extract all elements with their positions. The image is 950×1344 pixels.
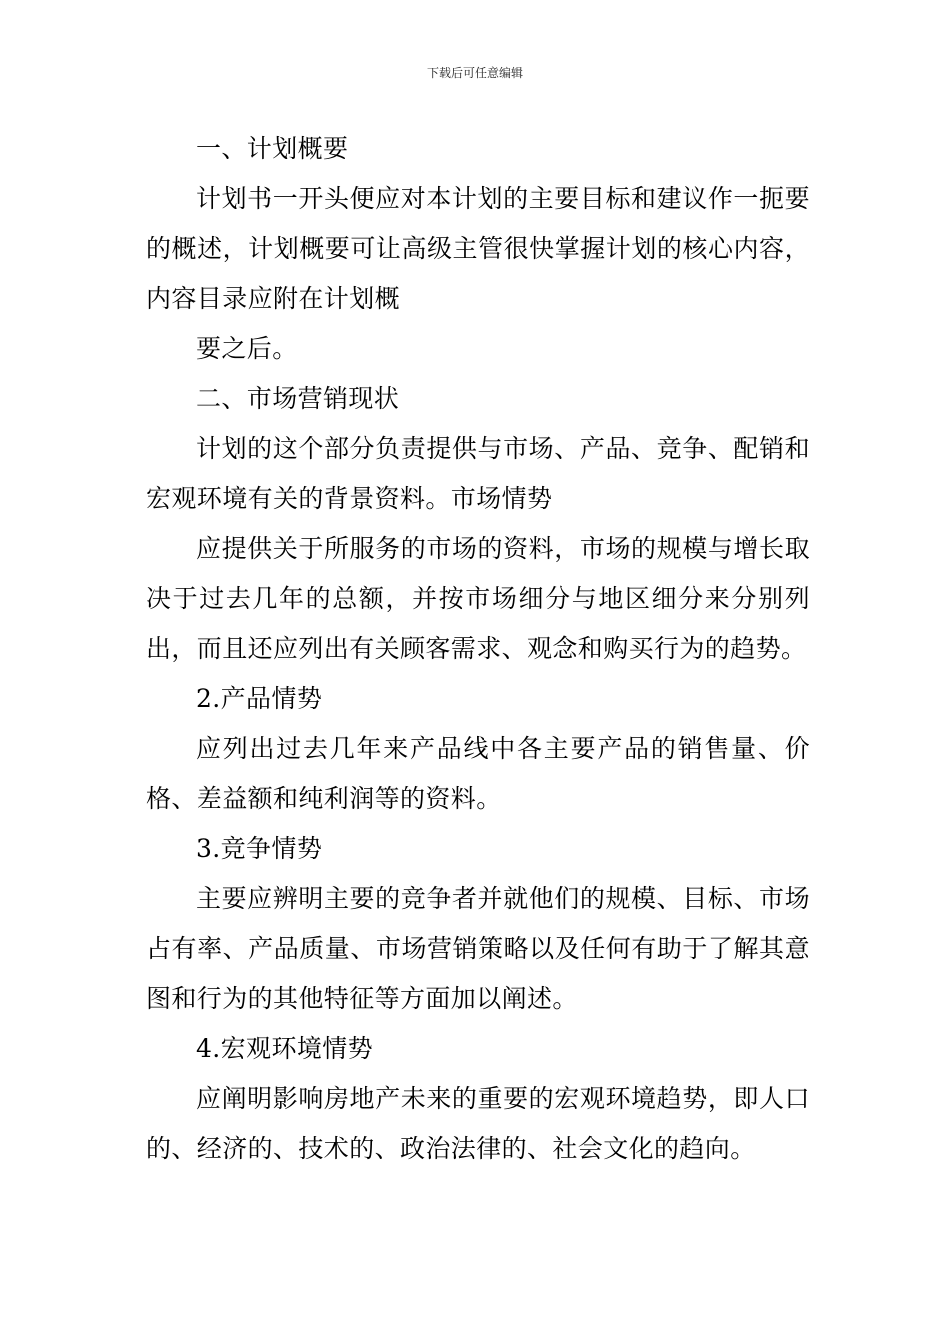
subheading-competition-situation: 3.竞争情势 <box>196 834 323 863</box>
paragraph-competition-situation: 主要应辨明主要的竞争者并就他们的规模、目标、市场占有率、产品质量、市场营销策略以及任何有助于了解其意图和行为的其他特征等方面加以阐述。 <box>146 884 810 1013</box>
document-body <box>146 124 810 1174</box>
paragraph-market-situation: 应提供关于所服务的市场的资料，市场的规模与增长取决于过去几年的总额，并按市场细分与地区细分来分别列出，而且还应列出有关顾客需求、观念和购买行为的趋势。 <box>146 534 810 663</box>
section-heading-plan-summary: 一、计划概要 <box>196 134 349 163</box>
paragraph-macro-environment: 应阐明影响房地产未来的重要的宏观环境趋势，即人口的、经济的、技术的、政治法律的、社会文化的趋向。 <box>146 1084 810 1163</box>
paragraph-market-status: 计划的这个部分负责提供与市场、产品、竞争、配销和宏观环境有关的背景资料。市场情势 <box>146 434 810 513</box>
subheading-macro-environment: 4.宏观环境情势 <box>196 1034 374 1063</box>
paragraph-product-situation: 应列出过去几年来产品线中各主要产品的销售量、价格、差益额和纯利润等的资料。 <box>146 734 810 813</box>
subheading-product-situation: 2.产品情势 <box>196 684 323 713</box>
page-header: 下载后可任意编辑 <box>426 66 523 80</box>
paragraph-plan-summary-continued: 要之后。 <box>196 334 298 363</box>
paragraph-plan-summary: 计划书一开头便应对本计划的主要目标和建议作一扼要的概述，计划概要可让高级主管很快掌握计划的核心内容，内容目录应附在计划概 <box>146 184 810 313</box>
section-heading-market-status: 二、市场营销现状 <box>196 384 400 413</box>
